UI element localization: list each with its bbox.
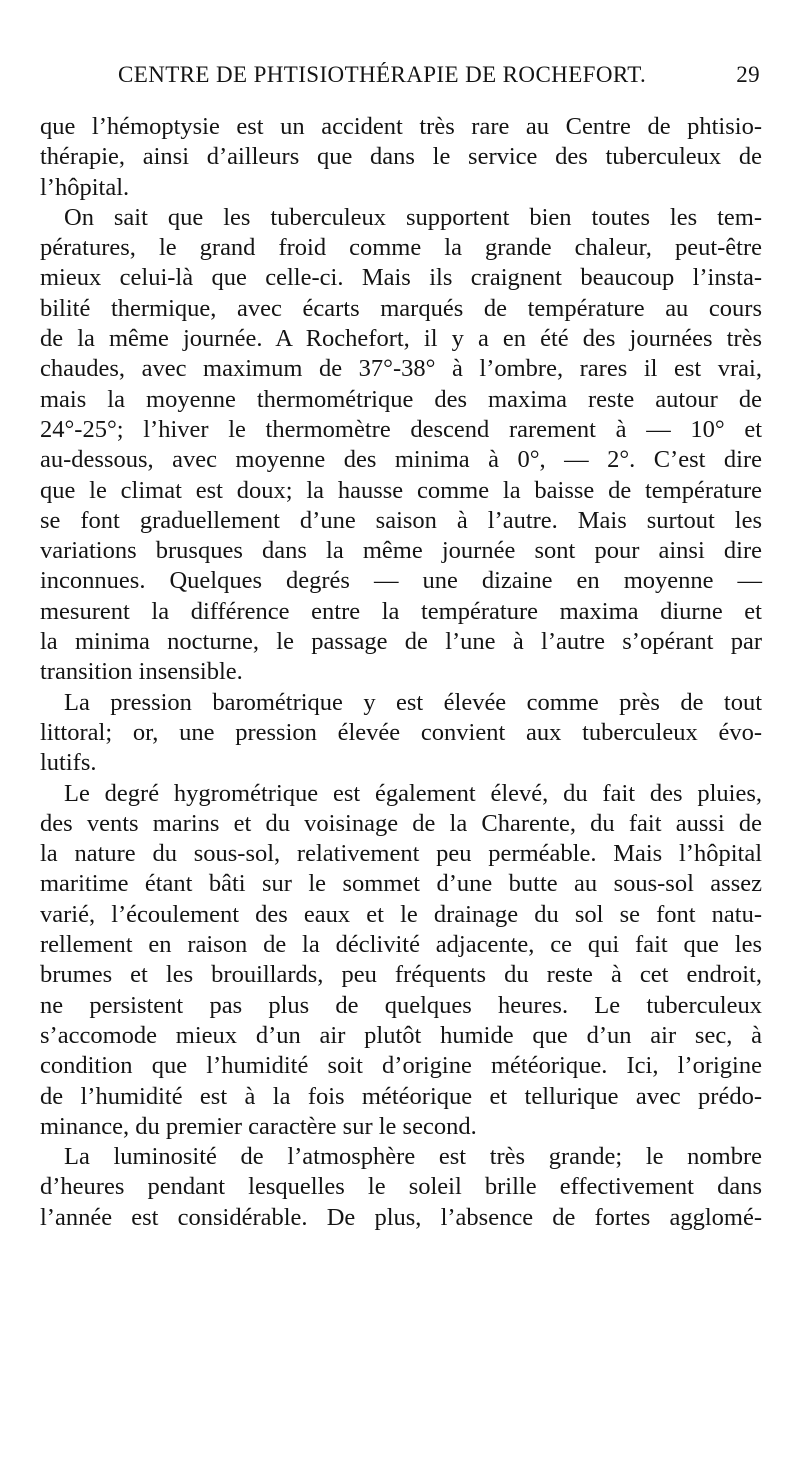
- text-line: s’accomode mieux d’un air plutôt humide que d’un air sec, à: [40, 1021, 762, 1049]
- text-line: la nature du sous-sol, relativement peu perméable. Mais l’hôpital: [40, 840, 762, 868]
- text-line: des vents marins et du voisinage de la Charente, du fait aussi de: [40, 809, 762, 837]
- text-line: transition insensible.: [40, 658, 243, 686]
- text-line: rellement en raison de la déclivité adjacente, ce qui fait que les: [40, 931, 762, 959]
- text-line: mieux celui-là que celle-ci. Mais ils craignent beaucoup l’insta-: [40, 264, 762, 292]
- paragraph: [40, 779, 762, 1143]
- text-line: variations brusques dans la même journée sont pour ainsi dire: [40, 537, 762, 565]
- text-line: 24°-25°; l’hiver le thermomètre descend rarement à — 10° et: [40, 415, 762, 443]
- text-line: se font graduellement d’une saison à l’autre. Mais surtout les: [40, 506, 762, 534]
- text-line: La pression barométrique y est élevée comme près de tout: [64, 688, 762, 716]
- text-line: brumes et les brouillards, peu fréquents du reste à cet endroit,: [40, 961, 762, 989]
- paragraph: [40, 203, 762, 688]
- text-line: de la même journée. A Rochefort, il y a en été des journées très: [40, 325, 762, 353]
- text-line: La luminosité de l’atmosphère est très grande; le nombre: [64, 1143, 762, 1171]
- running-title: CENTRE DE PHTISIOTHÉRAPIE DE ROCHEFORT.: [118, 62, 647, 87]
- text-line: On sait que les tuberculeux supportent bien toutes les tem-: [64, 203, 762, 231]
- text-line: Le degré hygrométrique est également élevé, du fait des pluies,: [64, 779, 762, 807]
- text-line: varié, l’écoulement des eaux et le drainage du sol se font natu-: [40, 900, 762, 928]
- paragraph: [40, 1142, 762, 1233]
- text-line: au-dessous, avec moyenne des minima à 0°, — 2°. C’est dire: [40, 446, 762, 474]
- text-line: pératures, le grand froid comme la grande chaleur, peut-être: [40, 234, 762, 262]
- page-number: 29: [736, 62, 760, 87]
- body-text: [40, 112, 762, 1233]
- paragraph: [40, 112, 762, 203]
- text-line: d’heures pendant lesquelles le soleil brille effectivement dans: [40, 1173, 762, 1201]
- text-line: de l’humidité est à la fois météorique et tellurique avec prédo-: [40, 1082, 762, 1110]
- text-line: maritime étant bâti sur le sommet d’une butte au sous-sol assez: [40, 870, 762, 898]
- running-head: [118, 62, 760, 102]
- text-line: la minima nocturne, le passage de l’une à l’autre s’opérant par: [40, 628, 762, 656]
- text-line: mais la moyenne thermométrique des maxima reste autour de: [40, 385, 762, 413]
- text-line: lutifs.: [40, 749, 97, 777]
- text-line: minance, du premier caractère sur le second.: [40, 1112, 477, 1140]
- text-line: bilité thermique, avec écarts marqués de température au cours: [40, 294, 762, 322]
- text-line: l’hôpital.: [40, 173, 130, 201]
- text-line: mesurent la différence entre la température maxima diurne et: [40, 597, 762, 625]
- text-line: inconnues. Quelques degrés — une dizaine en moyenne —: [40, 567, 762, 595]
- text-line: condition que l’humidité soit d’origine météorique. Ici, l’origine: [40, 1052, 762, 1080]
- text-line: thérapie, ainsi d’ailleurs que dans le service des tuberculeux de: [40, 143, 762, 171]
- text-line: que l’hémoptysie est un accident très rare au Centre de phtisio-: [40, 113, 762, 140]
- text-line: que le climat est doux; la hausse comme la baisse de température: [40, 476, 762, 504]
- text-line: l’année est considérable. De plus, l’absence de fortes agglomé-: [40, 1203, 762, 1231]
- text-line: ne persistent pas plus de quelques heures. Le tuberculeux: [40, 991, 762, 1019]
- paragraph: [40, 688, 762, 779]
- text-line: littoral; or, une pression élevée convient aux tuberculeux évo-: [40, 718, 762, 746]
- text-line: chaudes, avec maximum de 37°-38° à l’ombre, rares il est vrai,: [40, 355, 762, 383]
